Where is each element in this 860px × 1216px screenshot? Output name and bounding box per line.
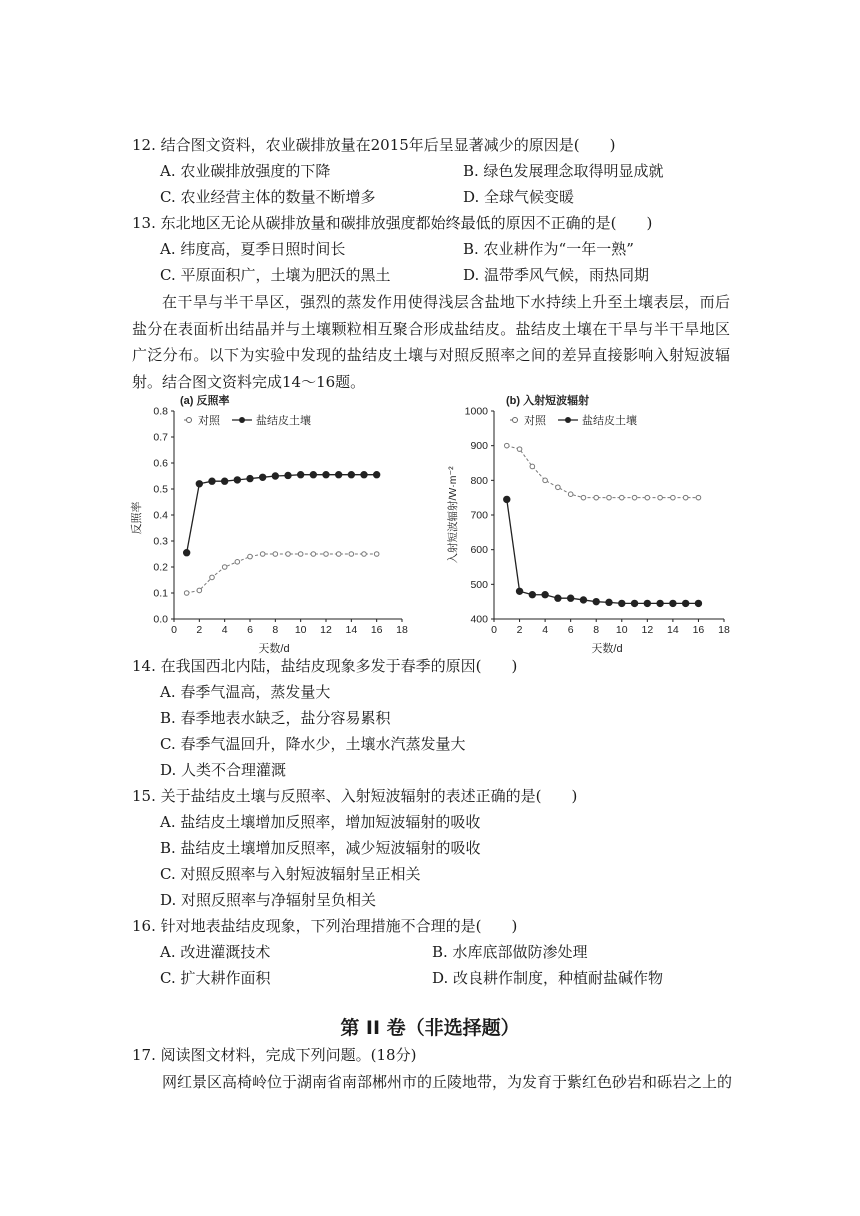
- chart-albedo: [110, 390, 410, 655]
- q15-option-c: C. 对照反照率与入射短波辐射呈正相关: [160, 865, 421, 883]
- chart-b-saltcrust-point: [631, 600, 637, 606]
- chart-a-saltcrust-point: [285, 472, 291, 478]
- q16-stem: 16. 针对地表盐结皮现象，下列治理措施不合理的是( ): [132, 917, 518, 935]
- chart-a-saltcrust-point: [335, 472, 341, 478]
- chart-a-control-point: [273, 552, 278, 557]
- chart-b-y-tick-label: 800: [470, 474, 488, 487]
- chart-b-x-tick-label: 0: [491, 624, 497, 636]
- chart-a-control-point: [235, 560, 240, 565]
- q15-option-d: D. 对照反照率与净辐射呈负相关: [160, 891, 377, 909]
- chart-b-x-tick-label: 4: [542, 624, 549, 636]
- chart-b-x-tick-label: 12: [641, 624, 654, 636]
- chart-a-control-point: [374, 552, 379, 557]
- q13-option-b: B. 农业耕作为“一年一熟”: [463, 240, 634, 258]
- q12-option-c: C. 农业经营主体的数量不断增多: [160, 188, 376, 206]
- q13-option-a: A. 纬度高，夏季日照时间长: [160, 240, 346, 258]
- chart-a-y-tick-label: 0.1: [153, 587, 168, 600]
- chart-a-x-tick-label: 14: [345, 624, 358, 636]
- q13-option-d: D. 温带季风气候，雨热同期: [463, 266, 650, 284]
- chart-b-saltcrust-point: [606, 599, 612, 605]
- q14-option-c: C. 春季气温回升，降水少，土壤水汽蒸发量大: [160, 735, 466, 753]
- chart-a-y-tick-label: 0.4: [153, 509, 168, 522]
- chart-b-control-point: [632, 495, 637, 500]
- q14-option-a: A. 春季气温高，蒸发量大: [160, 683, 331, 701]
- q16-option-c: C. 扩大耕作面积: [160, 969, 271, 987]
- chart-b-saltcrust-point: [619, 600, 625, 606]
- chart-a-control-point: [311, 552, 316, 557]
- chart-a-x-tick-label: 10: [294, 624, 307, 636]
- chart-a-control-point: [197, 588, 202, 593]
- q13-stem: 13. 东北地区无论从碳排放量和碳排放强度都始终最低的原因不正确的是( ): [132, 214, 653, 232]
- chart-b-saltcrust-point: [695, 600, 701, 606]
- chart-b-saltcrust-point: [644, 600, 650, 606]
- chart-a-saltcrust-point: [373, 472, 379, 478]
- chart-b-title: (b) 入射短波辐射: [506, 395, 590, 407]
- chart-a-saltcrust-point: [196, 481, 202, 487]
- chart-b-x-tick-label: 10: [615, 624, 628, 636]
- chart-b-saltcrust-point: [682, 600, 688, 606]
- chart-b-x-tick-label: 6: [567, 624, 574, 636]
- chart-a-saltcrust-point: [297, 472, 303, 478]
- chart-a-saltcrust-point: [183, 550, 189, 556]
- chart-a-control-point: [260, 552, 265, 557]
- chart-b-saltcrust-point: [555, 595, 561, 601]
- chart-b-control-point: [504, 443, 509, 448]
- chart-a-saltcrust-point: [209, 478, 215, 484]
- q15-option-a: A. 盐结皮土壤增加反照率，增加短波辐射的吸收: [160, 813, 481, 831]
- chart-a-legend-control: 对照: [198, 415, 220, 427]
- chart-b-y-tick-label: 1000: [464, 405, 488, 418]
- chart-b-series-control-line: [507, 446, 699, 498]
- chart-b-saltcrust-point: [504, 496, 510, 502]
- chart-b-control-point: [594, 495, 599, 500]
- chart-b-y-tick-label: 700: [470, 509, 488, 522]
- chart-b-saltcrust-point: [593, 598, 599, 604]
- chart-b-legend-saltcrust: 盐结皮土壤: [582, 415, 637, 427]
- chart-b-saltcrust-point: [529, 592, 535, 598]
- q16-option-a: A. 改进灌溉技术: [160, 943, 271, 961]
- chart-b-control-point: [607, 495, 612, 500]
- chart-a-saltcrust-point: [221, 478, 227, 484]
- chart-b-control-point: [581, 495, 586, 500]
- chart-b-y-tick-label: 600: [470, 544, 488, 557]
- chart-a-ylabel: 反照率: [131, 501, 143, 535]
- q15-option-b: B. 盐结皮土壤增加反照率，减少短波辐射的吸收: [160, 839, 481, 857]
- chart-a-control-point: [210, 575, 215, 580]
- chart-a-control-point: [286, 552, 291, 557]
- chart-b-control-point: [568, 492, 573, 497]
- chart-b-x-tick-label: 14: [667, 624, 679, 636]
- chart-a-x-tick-label: 2: [196, 624, 203, 636]
- chart-a-x-tick-label: 12: [320, 624, 332, 636]
- chart-b-x-tick-label: 8: [593, 624, 600, 636]
- chart-a-y-tick-label: 0.7: [153, 431, 168, 444]
- chart-b-control-point: [645, 495, 650, 500]
- chart-b-series-saltcrust-line: [507, 499, 699, 603]
- chart-b-legend-control: 对照: [524, 415, 546, 427]
- chart-a-legend: [184, 413, 311, 427]
- chart-b-control-point: [683, 495, 688, 500]
- chart-a-x-tick-label: 0: [171, 624, 177, 636]
- chart-b-saltcrust-point: [580, 597, 586, 603]
- passage-salt-crust: 在干旱与半干旱区，强烈的蒸发作用使得浅层含盐地下水持续上升至土壤表层，而后盐分在表面析出结晶并与土壤颗粒相互聚合形成盐结皮。盐结皮土壤在干旱与半干旱地区广泛分布。以下为实验中发现的盐结皮土壤与对照反照率之间的差异直接影响入射短波辐射。结合图文资料完成14～16题。: [132, 293, 730, 391]
- q12-option-d: D. 全球气候变暖: [463, 188, 575, 206]
- chart-b-legend: [510, 413, 637, 427]
- chart-a-x-tick-label: 6: [247, 624, 253, 636]
- chart-b-x-tick-label: 18: [718, 624, 730, 636]
- q12-option-a: A. 农业碳排放强度的下降: [160, 162, 331, 180]
- chart-a-control-point: [298, 552, 303, 557]
- chart-b-control-point: [696, 495, 701, 500]
- chart-a-title: (a) 反照率: [180, 395, 230, 407]
- chart-a-saltcrust-point: [323, 472, 329, 478]
- chart-b-y-tick-label: 500: [470, 578, 488, 591]
- chart-a-saltcrust-point: [272, 473, 278, 479]
- chart-a-y-tick-label: 0.5: [153, 483, 168, 496]
- chart-a-saltcrust-point: [259, 474, 265, 480]
- chart-a-y-tick-label: 0.6: [153, 457, 168, 470]
- q16-option-b: B. 水库底部做防渗处理: [432, 943, 588, 961]
- chart-b-saltcrust-point: [670, 600, 676, 606]
- section-2-title: 第 II 卷（非选择题）: [340, 1017, 520, 1039]
- chart-b-xlabel: 天数/d: [591, 643, 623, 655]
- chart-a-y-tick-label: 0.3: [153, 535, 168, 548]
- chart-a-saltcrust-point: [361, 472, 367, 478]
- chart-b-control-point: [543, 478, 548, 483]
- chart-a-x-tick-label: 8: [272, 624, 279, 636]
- chart-b-control-point: [517, 447, 522, 452]
- chart-a-control-point: [222, 565, 227, 570]
- chart-a-control-point: [324, 552, 329, 557]
- chart-a-series-control-line: [187, 554, 377, 593]
- chart-a-xlabel: 天数/d: [258, 643, 290, 655]
- chart-b-control-point: [671, 495, 676, 500]
- chart-b-ylabel: 入射短波辐射/W·m⁻²: [447, 466, 459, 564]
- chart-a-series-saltcrust-line: [187, 475, 377, 553]
- q17-stem: 17. 阅读图文材料，完成下列问题。(18分): [132, 1046, 417, 1064]
- chart-a-y-tick-label: 0.8: [153, 405, 168, 418]
- chart-b-control-point: [556, 485, 561, 490]
- chart-a-saltcrust-point: [310, 472, 316, 478]
- chart-a-control-point: [336, 552, 341, 557]
- chart-b-control-point: [658, 495, 663, 500]
- q16-option-d: D. 改良耕作制度，种植耐盐碱作物: [432, 969, 664, 987]
- chart-a-control-point: [362, 552, 367, 557]
- chart-b-saltcrust-point: [657, 600, 663, 606]
- chart-a-legend-saltcrust: 盐结皮土壤: [256, 415, 311, 427]
- q14-stem: 14. 在我国西北内陆，盐结皮现象多发于春季的原因( ): [132, 657, 518, 675]
- chart-a-saltcrust-point: [247, 475, 253, 481]
- chart-b-control-point: [530, 464, 535, 469]
- chart-a-saltcrust-point: [348, 472, 354, 478]
- chart-a-control-point: [184, 591, 189, 596]
- chart-a-control-point: [248, 554, 253, 559]
- q17-passage: 网红景区高椅岭位于湖南省南部郴州市的丘陵地带，为发育于紫红色砂岩和砾岩之上的: [162, 1073, 733, 1091]
- chart-a-x-tick-label: 4: [221, 624, 228, 636]
- q13-option-c: C. 平原面积广，土壤为肥沃的黑土: [160, 266, 391, 284]
- chart-a-y-tick-label: 0.2: [153, 561, 168, 574]
- chart-a-y-tick-label: 0.0: [153, 613, 168, 626]
- chart-b-control-point: [619, 495, 624, 500]
- chart-b-y-tick-label: 900: [470, 440, 488, 453]
- q12-stem: 12. 结合图文资料，农业碳排放量在2015年后呈显著减少的原因是( ): [132, 136, 616, 154]
- chart-a-saltcrust-point: [234, 477, 240, 483]
- q15-stem: 15. 关于盐结皮土壤与反照率、入射短波辐射的表述正确的是( ): [132, 787, 578, 805]
- q14-option-d: D. 人类不合理灌溉: [160, 761, 287, 779]
- chart-b-x-tick-label: 16: [692, 624, 705, 636]
- q12-option-b: B. 绿色发展理念取得明显成就: [463, 162, 664, 180]
- chart-b-y-tick-label: 400: [470, 613, 488, 626]
- chart-b-saltcrust-point: [516, 588, 522, 594]
- chart-b-x-tick-label: 2: [516, 624, 523, 636]
- chart-b-saltcrust-point: [542, 592, 548, 598]
- chart-shortwave: [440, 390, 740, 655]
- chart-a-x-tick-label: 18: [396, 624, 408, 636]
- q14-option-b: B. 春季地表水缺乏，盐分容易累积: [160, 709, 391, 727]
- chart-a-control-point: [349, 552, 354, 557]
- chart-b-saltcrust-point: [567, 595, 573, 601]
- chart-a-x-tick-label: 16: [370, 624, 383, 636]
